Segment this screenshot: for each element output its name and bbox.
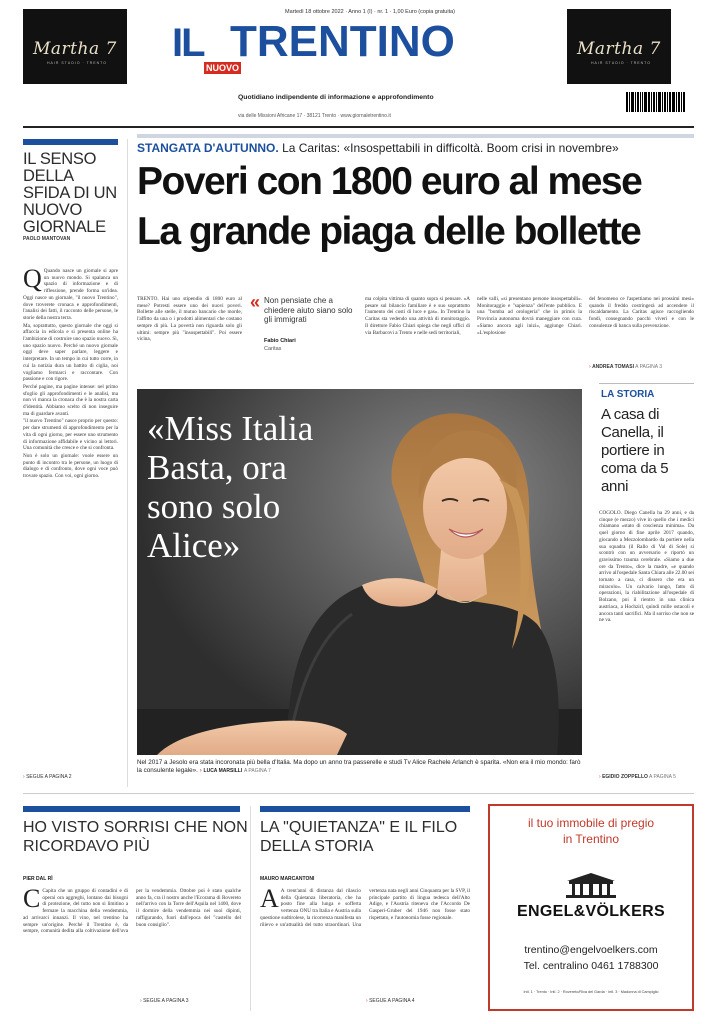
- bottom-mid-continue[interactable]: [366, 998, 415, 1004]
- bottom-left-body: [23, 888, 241, 996]
- brand-logo[interactable]: [172, 17, 542, 75]
- date-line: Martedì 18 ottobre 2022 · Anno 1 (I) · nr. 1 · 1,00 Euro (copia gratuita): [285, 9, 455, 15]
- editorial-paragraph: Perché pagine, ma pagine intense: nel primo sfoglio gli approfondimenti e le analisi, ma non vi manca la cronaca che è la nostra carta d'identità. Abbiamo scelto di non inseguire ma di guardare avanti.: [23, 383, 118, 417]
- arrow-icon: ›: [199, 767, 202, 774]
- photo-caption: [137, 759, 582, 775]
- lead-kicker: STANGATA D'AUTUNNO.: [137, 141, 279, 155]
- lead-continue: A PAGINA 3: [635, 364, 663, 370]
- bottom-left-text: Capita che un gruppo di contadini e di operai ora aggreghi, lontano dai bisogni di protezione, del tutto non si limitino a fermare la macchina della vendemmia, ad arrivarci innanzi. Il vino, nel trentino ha sempre un'origine. Perché il Trentino è, da sempre, comunità dedita alla coltivazione dell'uva per la vendemmia. Ottobre poi è stato qualche anno fa, cra il nostro anche l'Ecorama di Rovereto nell'arrivo con la Torre dell'Aquila nel 1400, dove il dormire della vendemmia nei suoi dipinti, raffigurando, fuori dall'epoca del "castello del buon consiglio".: [23, 888, 241, 935]
- arrow-icon: ›: [140, 998, 142, 1004]
- masthead-ad-left[interactable]: [23, 9, 127, 84]
- story-kicker: LA STORIA: [601, 389, 655, 400]
- column-divider: [127, 139, 128, 787]
- brand-nuovo-badge: NUOVO: [206, 63, 240, 73]
- quote-icon: «: [250, 292, 261, 312]
- lead-headline-1[interactable]: Poveri con 1800 euro al mese: [137, 160, 642, 203]
- ad-line-2: in Trentino: [562, 832, 620, 846]
- masthead-divider: [23, 126, 694, 128]
- barcode-icon: [626, 92, 694, 112]
- ad-right-logo: Martha 7: [577, 39, 661, 59]
- feature-photo[interactable]: [137, 389, 582, 755]
- bottom-mid-body: [260, 888, 470, 996]
- story-body: COGOLO. Diego Canella ha 29 anni, e da cinque (e mezzo) vive in quello che i medici chiamano «stato di coscienza minima». Da quel giorno di fine aprile 2017 quando, giocando a Mezzolombardo da portiere nella sua squadra (il Rallo di Val di Sole) si scontrò con un avversario e riportò un gravissimo trauma cerebrale. «Siamo a due ore da Trento», dice la madre, «e quando arrivo all'ospedale Santa Chiara alle 22.00 sei tornato a casa, ci dissero che era un miracolo». Un calvario lungo, fatto di operazioni, la riabilitazione all'ospedale di Bolzano, poi il rientro in una clinica austriaca, a Hochzirl, quindi mille ostacoli e ancora tanti sacrifici. Ma il sorriso che non se ne va.: [599, 510, 694, 624]
- editorial-dropcap: Q: [23, 268, 42, 293]
- lead-column-4: del fenomeno ce l'aspettiamo nei prossimi mesi» quando il freddo costringerà ad accendere il riscaldamento. La Caritas agisce raccogliendo fondi, consegnando pacchi viveri e con le consulenze di banca sulla prevenzione.: [589, 296, 694, 329]
- editorial-paragraph: Ma, soprattutto, questo giornale che oggi si affaccia in edicola e si presenta online ha l'ambizione di costruire uno spazio nuovo. Sì, uno spazio nuovo. Perché un nuovo giornale oggi deve saper parlare, leggere e interpretare. In un tempo in cui tutto corre, in cui la notizia dura un battito di ciglia, noi vogliamo fermarci e raccontare. Con passione e con rigore.: [23, 322, 118, 383]
- story-continue: A PAGINA 5: [649, 774, 676, 780]
- ad-left-sub: HAIR STUDIO · TRENTO: [47, 61, 107, 65]
- brand-name: TRENTINO: [230, 17, 455, 66]
- bottom-mid-continue-label: SEGUE A PAGINA 4: [369, 998, 415, 1004]
- editorial-paragraph: Quando nasce un giornale si apre un nuovo mondo. Si spalanca un spazio di informazione e di riflessione, prende forma un'idea. Oggi nasce un giornale, "il nuovo Trentino", dove troverete cronaca e approfondimenti, l'analisi dei fatti, il racconto delle persone, le storie della nostra terra.: [23, 268, 118, 321]
- story-top-rule: [599, 383, 694, 384]
- building-icon: [563, 872, 619, 898]
- editorial-paragraph: Non è solo un giornale: vuole essere un punto di incontro tra le persone, un luogo di dialogo e di confronto, dove ogni voce può trovare spazio. Con voi, ogni giorno.: [23, 452, 118, 480]
- ad-footer: Intl. 1 · Trento · Intl. 2 · Rovereto/Riva del Garda · Intl. 3 · Madonna di Campiglio: [523, 990, 659, 994]
- bottom-mid-author: MAURO MARCANTONI: [260, 876, 315, 882]
- story-headline[interactable]: A casa di Canella, il portiere in coma da 5 anni: [601, 406, 669, 495]
- masthead-ad-right[interactable]: [567, 9, 671, 84]
- photo-byline[interactable]: LUCA MARSILLI: [203, 768, 243, 774]
- lead-byline-name: ANDREA TOMASI: [592, 364, 635, 370]
- lead-rule: [137, 134, 694, 138]
- bottom-col-divider: [250, 806, 251, 1011]
- bottom-mid-dropcap: A: [260, 888, 279, 913]
- editorial-continue-label: SEGUE A PAGINA 2: [26, 774, 72, 780]
- ad-left-logo: Martha 7: [33, 39, 117, 59]
- address-line: via delle Missioni Africane 17 · 38121 Trento · www.giornaletrentino.it: [238, 113, 391, 119]
- lead-column-1: TRENTO. Hai uno stipendio di 1800 euro al mese? Potresti essere uno dei nuovi poveri. Bollette alle stelle, il mutuo bancario che morde, l'affitto da una o i prodotti alimentari che costano sempre di più. La povertà non riguarda solo gli ultimi: sempre più "insospettabili". Poi essere vicina,: [137, 296, 242, 343]
- tagline: Quotidiano indipendente di informazione e approfondimento: [238, 94, 434, 101]
- editorial-paragraph: "il nuovo Trentino" nasce proprio per questo: per dare strumenti di approfondimento per la vita di ogni giorno, per essere uno strumento di informazione affidabile e vicino ai lettori. Una comunità che cresce e che si confronta.: [23, 418, 118, 452]
- arrow-icon: ›: [599, 774, 601, 780]
- bottom-left-continue[interactable]: [140, 998, 189, 1004]
- lead-quote-role: Caritas: [264, 346, 282, 352]
- lead-column-3: nelle valli, «si presentano persone insospettabili». Monitoraggio e "sapienza" dell'ente pubblico. E una "bomba ad orologeria" che in primis la Provincia autonoma dovrà maneggiare con cura. «Siamo ancora agli inizi», aggiunge Chiari. «L'esplosione: [477, 296, 582, 336]
- lead-quote: Non pensiate che a chiedere aiuto siano solo gli immigrati: [264, 296, 353, 324]
- bottom-left-title[interactable]: HO VISTO SORRISI CHE NON RICORDAVO PIÙ: [23, 819, 248, 855]
- bottom-mid-title[interactable]: LA "QUIETANZA" E IL FILO DELLA STORIA: [260, 819, 458, 855]
- story-byline: EGIDIO ZOPPELLO: [602, 774, 648, 780]
- editorial-author: PAOLO MANTOVAN: [23, 236, 71, 242]
- photo-quote: «Miss Italia Basta, ora sono solo Alice»: [147, 409, 314, 565]
- ad-line-1: il tuo immobile di pregio: [527, 816, 655, 830]
- bottom-mid-rule: [260, 806, 470, 812]
- lead-kicker-rest: La Caritas: «Insospettabili in difficoltà. Boom crisi in novembre»: [282, 141, 619, 155]
- lead-quote-author: Fabio Chiari: [264, 338, 296, 344]
- story-byline-line[interactable]: [599, 774, 676, 780]
- ad-email[interactable]: trentino@engelvoelkers.com: [524, 944, 658, 956]
- arrow-icon: ›: [23, 774, 25, 780]
- bottom-divider: [23, 793, 694, 794]
- bottom-left-rule: [23, 806, 240, 812]
- editorial-title[interactable]: IL SENSO DELLA SFIDA DI UN NUOVO GIORNALE: [23, 150, 117, 236]
- lead-quote-box: [250, 292, 358, 366]
- bottom-left-author: PIER DAL RÌ: [23, 876, 53, 882]
- lead-byline[interactable]: [589, 364, 662, 370]
- ad-phone[interactable]: Tel. centralino 0461 1788300: [523, 960, 659, 972]
- editorial-rule: [23, 139, 118, 145]
- photo-continue[interactable]: A PAGINA 7: [243, 768, 271, 774]
- bottom-left-continue-label: SEGUE A PAGINA 3: [143, 998, 189, 1004]
- brand-il: IL: [172, 21, 204, 65]
- lead-headline-2[interactable]: La grande piaga delle bollette: [137, 210, 641, 253]
- arrow-icon: ›: [366, 998, 368, 1004]
- lead-column-2: ma colpita vittima di quanto sopra si pensare. «A pesare sul bilancio familiare è e suo soprattutto l'aumento dei costi di luce e gas». In Trentino la Caritas sta vedendo una attività di monitoraggio. Il direttore Fabio Chiari spiega che negli uffici di via Barbacovi a Trento e nelle sedi territoriali,: [365, 296, 470, 336]
- engel-voelkers-ad[interactable]: [488, 804, 694, 1011]
- arrow-icon: ›: [589, 364, 591, 370]
- editorial-body: [23, 268, 118, 758]
- lead-kicker-line: [137, 141, 697, 155]
- bottom-mid-text: A trent'anni di distanza dal rilascio della Quietanza liberatoria, che ha posto fine alla lunga e sofferta vertenza ONU tra Italia e Austria sulla questione sudtirolese, la ricorrenza manifesta un rilievo e un'attualità del tutto straordinari. Una vertenza nata negli anni Cinquanta per la SVP, il principale partito di lingua tedesca dell'Alto Adige, e l'Austria riteneva che l'Accordo De Gasperi-Gruber del 1946 non fosse stato rispettato, e l'autonomia fosse regionale.: [260, 888, 470, 928]
- ad-right-sub: HAIR STUDIO · TRENTO: [591, 61, 651, 65]
- bottom-left-dropcap: C: [23, 888, 41, 913]
- ad-brand: ENGEL&VÖLKERS: [517, 903, 665, 920]
- editorial-continue[interactable]: [23, 774, 72, 780]
- photo-caption-text: Nel 2017 a Jesolo era stata incoronata più bella d'Italia. Ma dopo un anno tra passerelle e studi Tv Alice Rachele Arlanch è sparita. «Non era il mio mondo: farò la consulente legale».: [137, 759, 581, 774]
